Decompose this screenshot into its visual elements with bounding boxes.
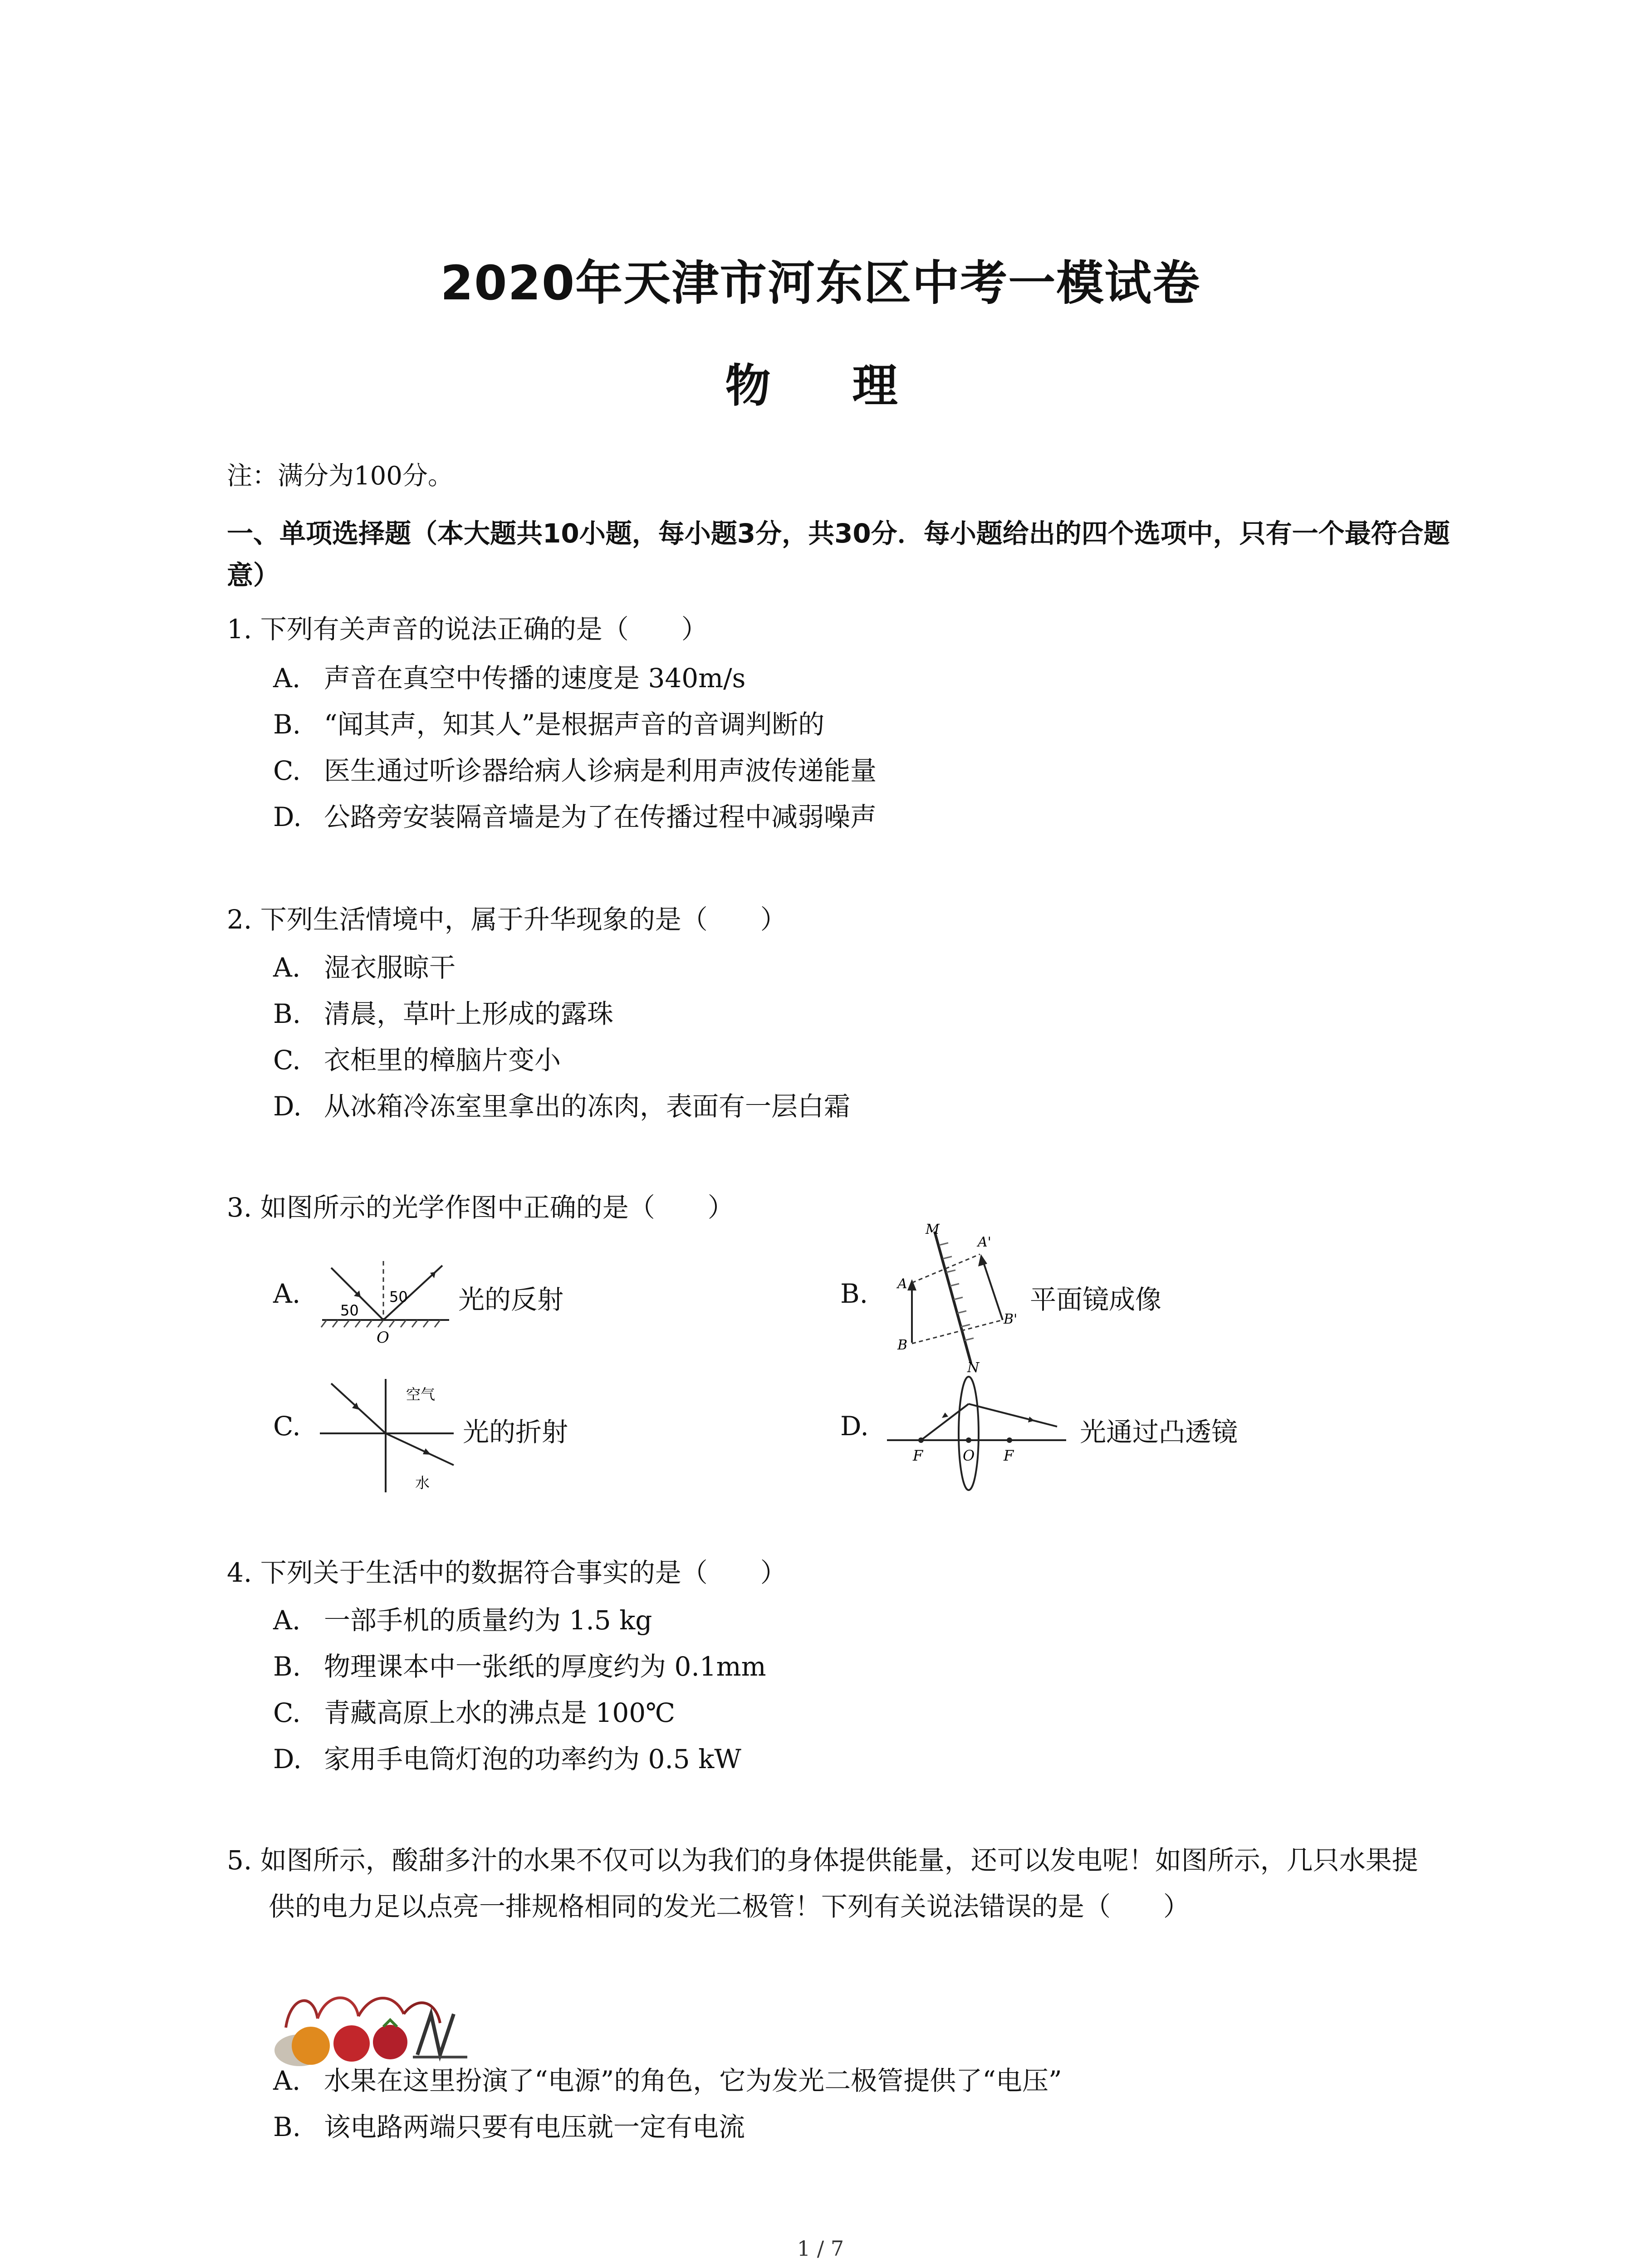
option-label: D.	[273, 802, 302, 832]
image-arrow-icon	[978, 1254, 987, 1266]
tomato-fruit	[373, 2025, 407, 2059]
option-text: 公路旁安装隔音墙是为了在传播过程中减弱噪声	[324, 802, 877, 832]
option-label: A.	[273, 2065, 301, 2096]
question-1-option-c	[273, 749, 877, 787]
wire-4	[404, 2003, 440, 2023]
option-label: C.	[273, 755, 301, 786]
question-3-option-a-label: A.	[273, 1278, 301, 1309]
option-label: A.	[273, 952, 301, 983]
question-4-option-c	[273, 1691, 675, 1730]
option-text: 清晨，草叶上形成的露珠	[324, 998, 614, 1029]
question-3-option-b-caption: 平面镜成像	[1030, 1284, 1162, 1315]
angle-label-right: 50	[389, 1288, 408, 1305]
question-2-option-c	[273, 1039, 561, 1077]
center-dot	[966, 1437, 971, 1443]
question-4-option-a	[273, 1599, 652, 1637]
refracted-ray	[969, 1404, 1057, 1427]
option-text: 一部手机的质量约为 1.5 kg	[324, 1605, 652, 1636]
point-o-label: O	[377, 1329, 389, 1347]
question-2-option-d	[273, 1085, 850, 1123]
refracted-arrow-icon	[1028, 1417, 1034, 1422]
question-2-stem: 2. 下列生活情境中，属于升华现象的是（ ）	[227, 904, 787, 935]
focus-right-dot	[1007, 1437, 1012, 1443]
question-3-option-d-caption: 光通过凸透镜	[1080, 1417, 1238, 1447]
wire-3	[358, 1998, 404, 2016]
option-text: 从冰箱冷冻室里拿出的冻肉，表面有一层白霜	[324, 1091, 851, 1122]
option-label: C.	[273, 1045, 301, 1075]
option-text: 物理课本中一张纸的厚度约为 0.1mm	[324, 1651, 766, 1682]
option-text: 声音在真空中传播的速度是 340m/s	[324, 663, 746, 694]
mirror-hatching	[321, 1320, 440, 1327]
apple-fruit	[333, 2025, 370, 2062]
option-label: B.	[273, 1651, 301, 1682]
air-label: 空气	[406, 1386, 436, 1403]
question-4-option-b	[273, 1645, 766, 1683]
exam-title: 2020年天津市河东区中考一模试卷	[440, 255, 1201, 311]
mirror-mn	[935, 1232, 971, 1363]
option-label: B.	[273, 709, 301, 740]
point-n-label: N	[967, 1360, 980, 1376]
option-text: 家用手电筒灯泡的功率约为 0.5 kW	[324, 1744, 741, 1774]
question-3-option-a-caption: 光的反射	[458, 1284, 564, 1315]
option-text: 衣柜里的樟脑片变小	[324, 1045, 561, 1075]
option-text: 医生通过听诊器给病人诊病是利用声波传递能量	[324, 755, 877, 786]
water-label: 水	[415, 1474, 430, 1491]
question-3-option-c-caption: 光的折射	[463, 1417, 568, 1447]
question-3-stem: 3. 如图所示的光学作图中正确的是（ ）	[227, 1192, 734, 1223]
option-label: A.	[273, 663, 301, 694]
mirror-hatching	[939, 1243, 974, 1340]
question-4-stem: 4. 下列关于生活中的数据符合事实的是（ ）	[227, 1557, 787, 1588]
score-note: 注：满分为100分。	[227, 461, 453, 491]
option-label: D.	[273, 1744, 302, 1774]
question-1-option-a	[273, 657, 745, 695]
question-2-option-a	[273, 946, 456, 984]
question-3-option-d-label: D.	[840, 1411, 869, 1442]
page-number: 1 / 7	[797, 2236, 844, 2261]
reflection-diagram	[318, 1252, 463, 1352]
point-b-prime-label: B'	[1004, 1311, 1018, 1327]
point-m-label: M	[926, 1222, 940, 1237]
convex-lens-diagram	[885, 1370, 1075, 1501]
section-heading: 一、单项选择题（本大题共10小题，每小题3分，共30分．每小题给出的四个选项中，只有一个最符合题意）	[227, 518, 1450, 591]
point-b-label: B	[897, 1337, 908, 1353]
question-5-stem: 5. 如图所示，酸甜多汁的水果不仅可以为我们的身体提供能量，还可以发电呢！如图所示，几只水果提供的电力足以点亮一排规格相同的发光二极管！下列有关说法错误的是（ ）	[227, 1845, 1418, 1922]
point-a-prime-label: A'	[978, 1234, 991, 1250]
option-text: 水果在这里扮演了“电源”的角色，它为发光二极管提供了“电压”	[324, 2065, 1062, 2096]
option-text: 该电路两端只要有电压就一定有电流	[324, 2112, 745, 2142]
question-1-stem: 1. 下列有关声音的说法正确的是（ ）	[227, 614, 708, 645]
option-label: B.	[273, 2112, 301, 2142]
dashed-line-b	[912, 1320, 1003, 1344]
option-text: 湿衣服晾干	[324, 952, 456, 983]
option-text: “闻其声，知其人”是根据声音的音调判断的	[324, 709, 825, 740]
subject-title: 物 理	[725, 359, 916, 412]
wire-2	[318, 1998, 358, 2019]
question-5-option-b	[273, 2106, 745, 2144]
plane-mirror-diagram	[880, 1222, 1034, 1376]
question-4-option-d	[273, 1738, 741, 1776]
question-3-option-b-label: B.	[840, 1278, 868, 1309]
option-label: B.	[273, 998, 301, 1029]
focus-left-label: F	[913, 1447, 923, 1464]
refracted-ray	[386, 1433, 454, 1465]
option-label: D.	[273, 1091, 302, 1122]
angle-label-left: 50	[340, 1302, 359, 1319]
center-label: O	[963, 1447, 975, 1464]
lens-shape	[959, 1377, 979, 1490]
option-label: C.	[273, 1697, 301, 1728]
wire-1	[286, 2001, 318, 2028]
point-a-label: A	[897, 1276, 907, 1292]
option-label: A.	[273, 1605, 301, 1636]
incident-arrow-icon	[942, 1413, 948, 1418]
question-2-option-b	[273, 992, 613, 1031]
question-1-option-b	[273, 703, 824, 741]
option-text: 青藏高原上水的沸点是 100℃	[324, 1697, 676, 1728]
focus-left-dot	[918, 1437, 924, 1443]
question-1-option-d	[273, 796, 877, 834]
led-legs	[417, 2014, 454, 2055]
refraction-diagram	[318, 1374, 463, 1497]
question-3-option-c-label: C.	[273, 1411, 301, 1442]
focus-right-label: F	[1004, 1447, 1014, 1464]
incident-ray	[921, 1404, 969, 1440]
image-ab	[982, 1259, 1003, 1320]
question-5-option-a	[273, 2059, 1062, 2097]
